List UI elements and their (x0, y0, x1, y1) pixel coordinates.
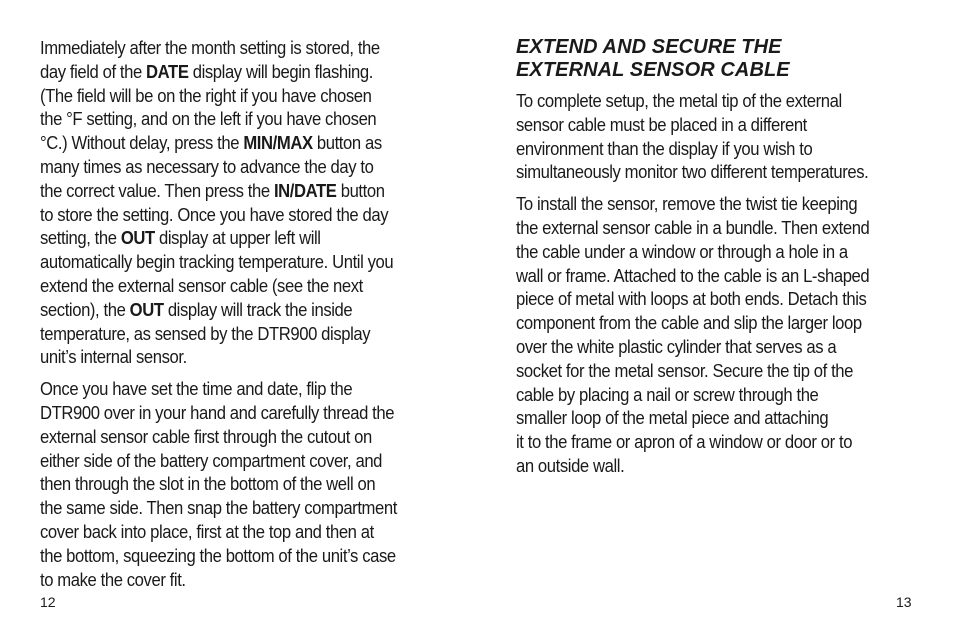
left-page-column (40, 36, 438, 599)
text-line: Once you have set the time and date, flip the (40, 378, 353, 400)
text-line: unit’s internal sensor. (40, 346, 187, 368)
text-line: automatically begin tracking temperature. Until you (40, 251, 394, 273)
text-line: day field of the DATE display will begin flashing. (40, 60, 373, 82)
text-line: environment than the display if you wish to (516, 137, 813, 159)
text-line: temperature, as sensed by the DTR900 display (40, 322, 371, 344)
text-line: °C.) Without delay, press the MIN/MAX button as (40, 132, 382, 154)
text-line: it to the frame or apron of a window or door or to (516, 431, 853, 453)
text-line: over the white plastic cylinder that serves as a (516, 335, 837, 357)
text-line: smaller loop of the metal piece and attaching (516, 407, 829, 429)
text-line: To complete setup, the metal tip of the external (516, 90, 842, 111)
text-line: cable by placing a nail or screw through the (516, 383, 819, 405)
page-number-left: 12 (40, 594, 56, 610)
text-line: the bottom, squeezing the bottom of the unit’s case (40, 544, 396, 566)
bold-term: OUT (120, 227, 155, 249)
right-page-column (516, 36, 914, 486)
bold-term: DATE (146, 60, 189, 82)
text-line: section), the OUT display will track the inside (40, 298, 353, 320)
text-line: to store the setting. Once you have stored the day (40, 203, 389, 225)
left-paragraph-thread-cable (40, 377, 438, 591)
text-line: Immediately after the month setting is stored, the (40, 37, 380, 58)
text-line: the cable under a window or through a hole in a (516, 240, 848, 262)
text-line: extend the external sensor cable (see the next (40, 274, 363, 296)
text-line: simultaneously monitor two different temperatures. (516, 161, 869, 183)
text-line: to make the cover fit. (40, 568, 186, 590)
bold-term: IN/DATE (273, 179, 337, 201)
text-line: sensor cable must be placed in a different (516, 113, 807, 135)
text-line: DTR900 over in your hand and carefully thread the (40, 401, 395, 423)
text-line: wall or frame. Attached to the cable is an L-shaped (516, 264, 870, 286)
left-paragraph-date-setting (40, 36, 438, 369)
section-heading (516, 36, 954, 82)
text-line: piece of metal with loops at both ends. Detach this (516, 288, 867, 310)
text-line: socket for the metal sensor. Secure the tip of the (516, 359, 853, 381)
text-line: many times as necessary to advance the day to (40, 155, 374, 177)
text-line: To install the sensor, remove the twist tie keeping (516, 193, 858, 215)
text-line: the external sensor cable in a bundle. Then extend (516, 216, 870, 238)
text-line: (The field will be on the right if you have chosen (40, 84, 372, 106)
right-paragraph-complete-setup (516, 89, 914, 184)
text-line: cover back into place, first at the top and then at (40, 520, 374, 542)
right-paragraph-install-sensor (516, 192, 914, 478)
text-line: either side of the battery compartment cover, and (40, 449, 383, 471)
text-line: the °F setting, and on the left if you have chosen (40, 108, 377, 130)
heading-line: EXTERNAL SENSOR CABLE (516, 59, 790, 81)
text-line: setting, the OUT display at upper left will (40, 227, 321, 249)
text-line: the same side. Then snap the battery compartment (40, 497, 397, 519)
text-line: external sensor cable first through the cutout on (40, 425, 372, 447)
text-line: then through the slot in the bottom of the well on (40, 473, 376, 495)
page-number-right: 13 (896, 594, 912, 610)
text-line: an outside wall. (516, 454, 625, 476)
bold-term: MIN/MAX (243, 132, 313, 154)
text-line: the correct value. Then press the IN/DATE button (40, 179, 385, 201)
heading-line: EXTEND AND SECURE THE (516, 36, 782, 58)
text-line: component from the cable and slip the larger loop (516, 312, 862, 334)
bold-term: OUT (129, 298, 164, 320)
